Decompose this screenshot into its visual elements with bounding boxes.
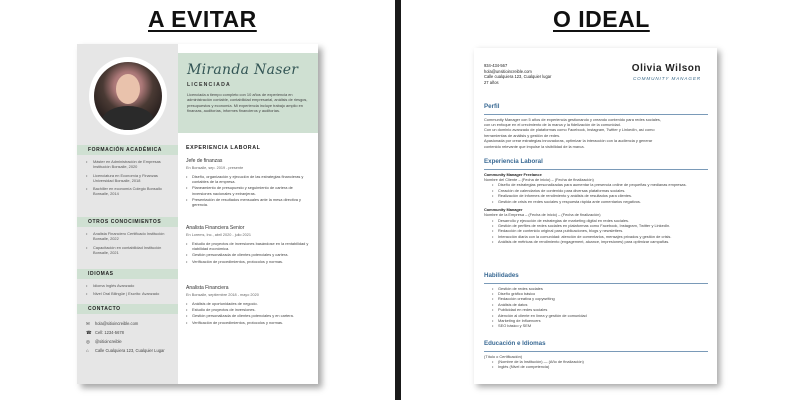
list-item: • (Nombre de la Institución) — (Año de finalización) <box>492 359 708 364</box>
cv1-formacion-list <box>86 159 176 200</box>
cv2-section-habilidades <box>484 272 708 329</box>
job-title: Jefe de finanzas <box>186 158 223 164</box>
cv1-profile-photo <box>94 62 162 130</box>
list-item: • Licenciatura en Economía y Finanzas Universidad Bonsalle, 2018 <box>86 173 176 184</box>
list-item: • Creación de calendarios de contenido para diversas plataformas sociales. <box>492 188 708 193</box>
contact-row <box>86 321 176 327</box>
section-title: Habilidades <box>484 272 519 279</box>
cv2-section-educacion <box>484 340 708 370</box>
cv1-contact-list <box>86 321 176 357</box>
cv1-job-3 <box>186 285 311 326</box>
home-icon: ⌂ <box>86 348 89 354</box>
list-item: • Análisis de datos <box>492 302 708 307</box>
contact-social: @sitioincreible <box>95 339 122 345</box>
cv1-idiomas-list <box>86 283 176 300</box>
list-item: • Diseño, organización y ejecución de las estrategias financieras y contables de la empresa. <box>186 174 311 185</box>
job-meta: En Bonsalle, sep. 2019 - presente <box>186 165 244 170</box>
contact-email: hola@unsitioincreible.com <box>484 68 532 74</box>
list-item: • Máster en Administración de Empresas Institución Bonsalle, 2020 <box>86 159 176 170</box>
cv2-section-perfil <box>484 103 708 149</box>
cv1-job-2 <box>186 225 311 265</box>
list-item: • Gestión personalizada de clientes potenciales y en cartera. <box>186 313 311 318</box>
list-item: • Desarrollo y ejecución de estrategias de marketing digital en redes sociales. <box>492 218 708 223</box>
job-meta: En Lorems, Inc., abril 2020 - julio 2021 <box>186 232 252 237</box>
cv2-contact-block <box>484 63 551 86</box>
job-meta: Nombre de la Empresa – (Fecha de inicio) – (Fecha de finalización) <box>484 212 601 218</box>
list-item: • Inglés (Nivel de competencia) <box>492 364 708 369</box>
contact-row <box>86 348 176 354</box>
list-item: • Gestión de crisis en redes sociales y respuesta rápida ante comentarios negativos. <box>492 199 708 204</box>
contact-phone: 934-434-567 <box>484 63 508 68</box>
phone-icon: ☎ <box>86 330 92 336</box>
contact-row <box>86 330 176 336</box>
job-meta: En Bonsalle, septiembre 2018 - mayo 2020 <box>186 292 259 297</box>
job-meta: Nombre del Cliente – (Fecha de inicio) – (Fecha de finalización) <box>484 176 594 182</box>
list-item: • Redacción creativa y copywriting <box>492 296 708 301</box>
cv2-role: COMMUNITY MANAGER <box>632 76 701 81</box>
resume-ideal <box>474 48 717 384</box>
contact-address: Calle cualquiera 123, Cualquier lugar <box>484 74 552 80</box>
cv1-section-contacto: CONTACTO <box>77 304 178 314</box>
cv1-role: LICENCIADA <box>187 82 231 88</box>
cv2-name: Olivia Wilson <box>631 63 701 74</box>
cv1-photo-face <box>116 74 140 104</box>
cv1-section-formacion: FORMACIÓN ACADÉMICA <box>77 145 178 155</box>
heading-avoid: A EVITAR <box>148 6 257 32</box>
job-title: Community Manager Freelance <box>484 171 542 177</box>
list-item: • Redacción de contenido original para publicaciones, blogs y newsletters. <box>492 228 708 233</box>
cv2-section-experiencia <box>484 158 708 245</box>
list-item: • Publicidad en redes sociales <box>492 307 708 312</box>
perfil-line: herramientas de análisis y gestión de redes. <box>484 132 561 138</box>
perfil-line: Apasionada por crear estrategias innovadoras, optimizar la interacción con la audiencia y generar <box>484 138 653 144</box>
cv1-conocimientos-list <box>86 231 176 258</box>
list-item: • Analista Financiero Certificado Institución Bonsalle, 2022 <box>86 231 176 242</box>
list-item: • Verificación de procedimientos, protocolos y normas. <box>186 320 311 325</box>
list-item: • Presentación de resultados mensuales ante la mesa directiva y gerencia. <box>186 197 311 208</box>
contact-email: hola@sitioincreible.com <box>95 321 139 326</box>
list-item: • Atención al cliente en línea y gestión de comunidad <box>492 313 708 318</box>
list-item: • Análisis de oportunidades de negocio. <box>186 301 311 306</box>
perfil-line: con un enfoque en el crecimiento de la marca y la fidelización de la comunidad. <box>484 121 621 127</box>
heading-ideal: O IDEAL <box>553 6 650 32</box>
contact-age: 27 años <box>484 79 499 85</box>
cv1-section-idiomas: IDIOMAS <box>77 269 178 279</box>
list-item: • Diseño de estrategias personalizadas para aumentar la presencia online de pequeñas y medianas empresas. <box>492 182 708 187</box>
section-title: Educación e Idiomas <box>484 340 546 347</box>
cv1-experience-title: EXPERIENCIA LABORAL <box>186 145 261 151</box>
cv1-intro: Licenciada a tiempo completo con 10 años de experiencia en administración contable, contabilidad empresarial, análisis de riesgos, presupuestos y economía. Mi experiencia incluye trabajo amplio en finanzas, auditorías, informes financieros y auditorías. <box>187 92 308 113</box>
list-item: • Idioma Inglés Avanzado <box>86 283 176 288</box>
list-item: • Diseño gráfico básico <box>492 291 708 296</box>
instagram-icon: ◎ <box>86 339 90 345</box>
perfil-line: Community Manager con 5 años de experiencia gestionando y creando contenido para redes sociales, <box>484 116 661 122</box>
section-rule <box>484 169 708 170</box>
contact-address: Calle Cualquiera 123, Cualquier Lugar <box>95 348 165 354</box>
list-item: • Estudio de proyectos de inversiones basándose en la rentabilidad y viabilidad económica. <box>186 241 311 252</box>
list-item: • Gestión de redes sociales <box>492 286 708 291</box>
list-item: • Realización de informes de rendimiento y análisis de resultados para clientes. <box>492 193 708 198</box>
list-item: • SEO básico y SEM <box>492 323 708 328</box>
cv1-name: Miranda Naser <box>187 62 299 78</box>
section-rule <box>484 283 708 284</box>
perfil-line: Con un dominio avanzado de plataformas como Facebook, Instagram, Twitter y LinkedIn, así como <box>484 127 655 133</box>
list-item: • Nivel Oral Bilingüe | Escrito: Avanzado <box>86 291 176 296</box>
contact-phone: Cell: 1234-5678 <box>95 330 124 336</box>
job-title: Community Manager <box>484 206 523 212</box>
list-item: • Gestión personalizada de clientes potenciales y cartera. <box>186 252 311 257</box>
list-item: • Verificación de procedimientos, protocolos y normas. <box>186 259 311 264</box>
perfil-line: contenido relevante que impulse la visibilidad de la marca. <box>484 143 585 149</box>
center-divider <box>395 0 401 400</box>
section-title: Experiencia Laboral <box>484 158 543 165</box>
job-title: Analista Financiera <box>186 285 229 291</box>
cv1-photo-shirt <box>102 106 154 130</box>
resume-avoid <box>77 44 318 384</box>
list-item: • Capacitación en contabilidad Institución Bonsalle, 2021 <box>86 245 176 256</box>
section-rule <box>484 351 708 352</box>
job-title: Analista Financiera Senior <box>186 225 245 231</box>
mail-icon: ✉ <box>86 321 90 326</box>
edu-line: (Título o Certificación) <box>484 353 523 359</box>
list-item: • Análisis de métricas de rendimiento (engagement, alcance, impresiones) para optimizar campañas. <box>492 239 708 244</box>
section-rule <box>484 114 708 115</box>
section-title: Perfil <box>484 103 500 110</box>
cv1-job-1 <box>186 158 311 208</box>
contact-row <box>86 339 176 345</box>
list-item: • Marketing de Influencers <box>492 318 708 323</box>
list-item: • Interacción diaria con la comunidad: atención de comentarios, mensajes privados y gestión de crisis. <box>492 234 708 239</box>
list-item: • Planeamiento de presupuesto y seguimiento de cartera de inversiones nacionales y extranjeras. <box>186 185 311 196</box>
list-item: • Estudio de proyectos de inversiones. <box>186 307 311 312</box>
list-item: • Bachiller en economía Colegio Bonsallo Bonsalle, 2014 <box>86 186 176 197</box>
cv1-section-conocimientos: OTROS CONOCIMIENTOS <box>77 217 178 227</box>
list-item: • Gestión de perfiles de redes sociales en plataformas como Facebook, Instagram, Twitter y LinkedIn. <box>492 223 708 228</box>
